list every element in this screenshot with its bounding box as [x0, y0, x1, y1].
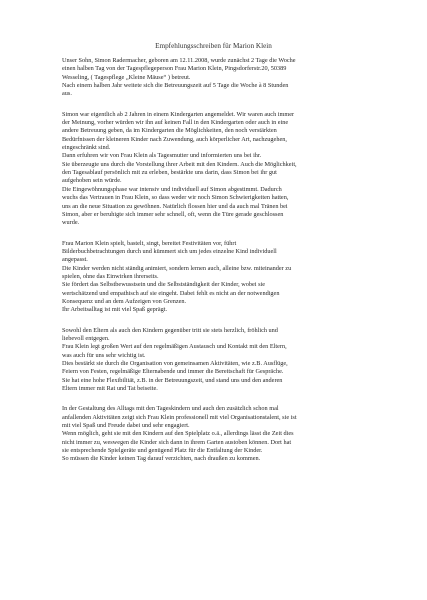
- letter-title: Empfehlungsschreiben für Marion Klein: [155, 42, 272, 50]
- text-line: mit viel Spaß und Freude dabei und sehr engagiert.: [62, 422, 190, 430]
- text-line: Die Kinder werden nicht ständig animiert, sondern lernen auch, alleine bzw. miteinander zu: [62, 264, 292, 272]
- text-line: Die Eingewöhnungsphase war intensiv und individuell auf Simon abgestimmt. Dadurch: [62, 185, 282, 193]
- text-line: uns an die neue Situation zu gewöhnen. Natürlich flossen hier und da auch mal Tränen bei: [62, 202, 288, 210]
- text-line: angepasst.: [62, 256, 88, 264]
- text-line: Feiern von Festen, regelmäßige Elternabende und immer die Bereitschaft für Gespräche.: [62, 368, 284, 376]
- text-line: Sowohl den Eltern als auch den Kindern gegenüber tritt sie stets herzlich, fröhlich und: [62, 326, 278, 334]
- text-line: Dies bestärkt sie durch die Organisation von gemeinsamen Aktivitäten, wie z.B. Ausflüge,: [62, 360, 288, 367]
- text-line: Frau Marion Klein spielt, bastelt, singt, bereitet Festivitäten vor, führt: [62, 239, 237, 247]
- paragraph: [62, 327, 380, 394]
- text-line: Eltern immer mit Rat und Tat beiseite.: [62, 385, 158, 393]
- text-line: Simon war eigentlich ab 2 Jahren in einem Kindergarten angemeldet. Wir waren auch immer: [62, 110, 295, 118]
- text-line: wurde.: [62, 219, 80, 227]
- text-line: anfallenden Aktivitäten zeigt sich Frau Klein professionell mit viel Organisationstalent, sie ist: [62, 413, 297, 421]
- text-line: Simon, aber er beruhigte sich immer sehr schnell, oft, wenn die Türe gerade geschlossen: [62, 210, 284, 218]
- text-line: aus.: [62, 90, 72, 98]
- text-line: Wesseling, ( Tagespflege „Kleine Mäuse“ ) betreut.: [62, 73, 191, 81]
- text-line: sie entsprechende Spielgeräte und genügend Platz für die Entfaltung der Kinder.: [62, 447, 263, 455]
- text-line: Ihr Arbeitsalltag ist mit viel Spaß geprägt.: [62, 306, 168, 314]
- text-line: Frau Klein legt großen Wert auf den regelmäßigen Austausch und Kontakt mit den Eltern,: [62, 343, 287, 351]
- text-line: Bedürfnissen der kleineren Kinder nach Zuwendung, auch körperlicher Art, nachzugehen,: [62, 135, 287, 143]
- text-line: Sie überzeugte uns durch die Vorstellung ihrer Arbeit mit den Kindern. Auch die Möglichkeit,: [62, 160, 297, 168]
- text-line: Sie fördert das Selbstbewusstsein und die Selbstständigkeit der Kinder, wobei sie: [62, 281, 266, 289]
- paragraph: [62, 240, 380, 315]
- text-line: Bilderbuchbetrachtungen durch und kümmert sich um jedes einzelne Kind individuell: [62, 247, 277, 255]
- letter-body: [62, 57, 380, 476]
- paragraph: [62, 57, 380, 99]
- text-line: Konsequenz und an dem Aufzeigen von Grenzen.: [62, 297, 187, 305]
- text-line: Unser Sohn, Simon Radermacher, geboren am 12.11.2008, wurde zunächst 2 Tage die Woche: [62, 57, 296, 64]
- text-line: andere Betreuung geben, da im Kindergarten die Möglichkeiten, den noch verstärkten: [62, 127, 277, 135]
- text-line: der Meinung, vorher würden wir ihn auf keinen Fall in den Kindergarten oder auch in eine: [62, 119, 289, 127]
- text-line: spielen, ohne das Einwirken ihrerseits.: [62, 272, 159, 280]
- text-line: einen halben Tag von der Tagespflegeperson Frau Marion Klein, Pingsdorferstr.20, 50389: [62, 65, 287, 73]
- text-line: liebevoll entgegen.: [62, 334, 110, 342]
- text-line: was auch für uns sehr wichtig ist.: [62, 351, 146, 359]
- text-line: Wenn möglich, geht sie mit den Kindern auf den Spielplatz o.ä., allerdings lässt die Zeit dies: [62, 430, 294, 438]
- text-line: Sie hat eine hohe Flexibilität, z.B. in der Betreuungszeit, und stand uns und den anderen: [62, 376, 283, 384]
- text-line: In der Gestaltung des Alltags mit den Tageskindern und auch den zusätzlich schon mal: [62, 405, 279, 413]
- text-line: So müssen die Kinder keinen Tag darauf verzichten, nach draußen zu kommen.: [62, 455, 261, 463]
- text-line: eingeschränkt sind.: [62, 144, 111, 152]
- paragraph: [62, 111, 380, 228]
- text-line: wertschätzend und empathisch auf sie eingeht. Dabei fehlt es nicht an der notwendigen: [62, 289, 280, 297]
- text-line: Nach einem halben Jahr weitete sich die Betreuungszeit auf 5 Tage die Woche à 8 Stunden: [62, 82, 289, 90]
- text-line: nicht immer zu, weswegen die Kinder sich dann in ihrem Garten austoben können. Dort hat: [62, 438, 292, 446]
- text-line: wuchs das Vertrauen in Frau Klein, so dass weder wir noch Simon Schwierigkeiten hatten,: [62, 194, 289, 202]
- text-line: aufgehoben sein würde.: [62, 177, 122, 185]
- paragraph: [62, 405, 380, 463]
- text-line: den Tagesablauf persönlich mit zu erleben, bestärkte uns darin, dass Simon bei ihr gut: [62, 169, 277, 177]
- text-line: Dann erfuhren wir von Frau Klein als Tagesmutter und informierten uns bei ihr.: [62, 152, 262, 160]
